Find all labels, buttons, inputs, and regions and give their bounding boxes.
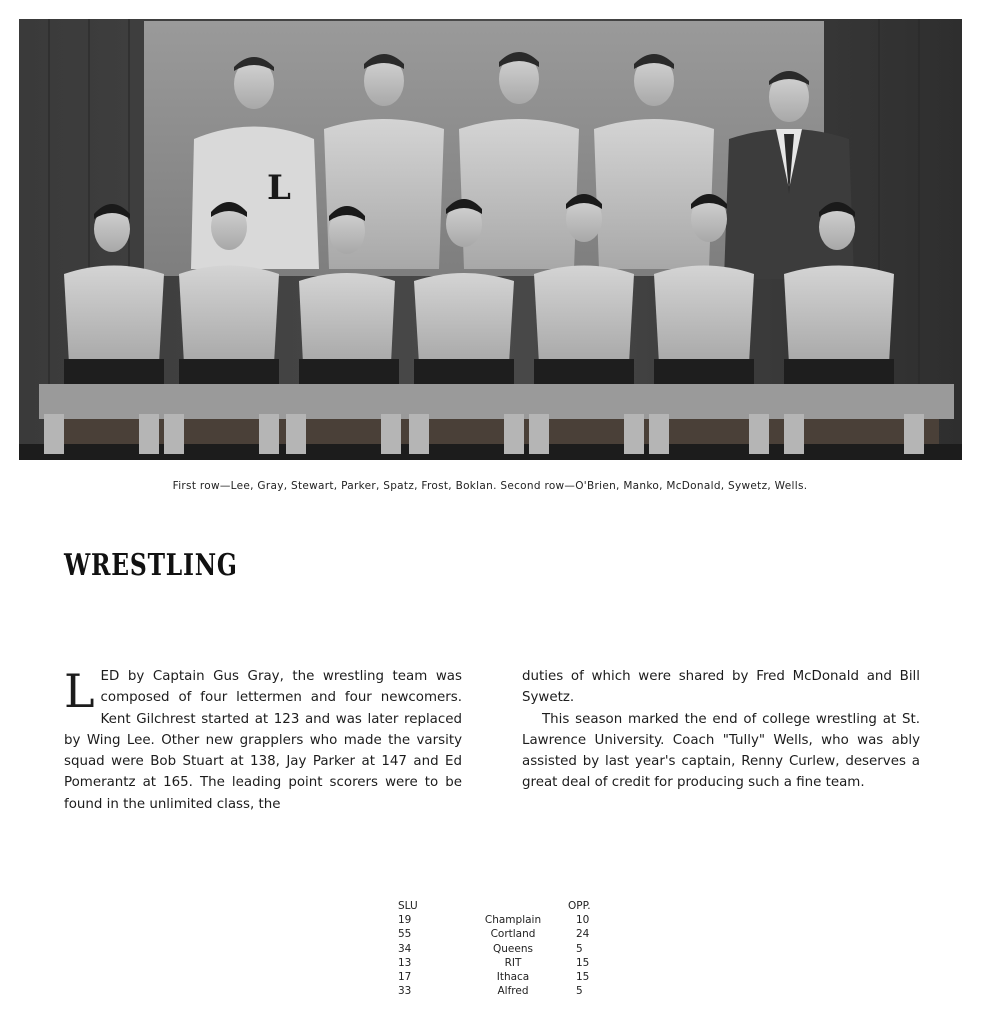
opponent-name: Cortland xyxy=(490,928,536,941)
drop-cap: L xyxy=(64,664,95,718)
team-photo-drawing xyxy=(19,19,962,460)
page-title: WRESTLING xyxy=(64,548,238,583)
score-row xyxy=(390,913,616,927)
opponent-name: Queens xyxy=(493,942,533,955)
team-photo xyxy=(19,19,962,460)
opponent-name: RIT xyxy=(504,956,522,969)
score-row xyxy=(390,927,616,941)
opp-score: 5 xyxy=(576,942,583,955)
slu-score: 19 xyxy=(398,914,412,927)
article-paragraph: duties of which were shared by Fred McDonald and Bill Sywetz. xyxy=(522,669,920,706)
opp-score: 15 xyxy=(576,971,590,984)
slu-header: SLU xyxy=(398,900,418,912)
opp-score: 15 xyxy=(576,956,590,969)
opponent-name: Ithaca xyxy=(496,971,530,984)
article-column-left xyxy=(64,666,462,815)
article-column-right xyxy=(522,666,920,794)
slu-score: 13 xyxy=(398,956,412,969)
opponent-name: Champlain xyxy=(484,914,542,927)
slu-score: 55 xyxy=(398,928,412,941)
article-text-left: ED by Captain Gus Gray, the wrestling team was composed of four lettermen and four newcomers. Kent Gilchrest started at 123 and was later replaced by Wing Lee. Other new grapplers who made the varsity squad were Bob Stuart at 138, Jay Parker at 147 and Ed Pomerantz at 165. The leading point scorers were to be found in the unlimited class, the xyxy=(64,669,462,812)
opp-score: 24 xyxy=(576,928,590,941)
score-row xyxy=(390,984,616,998)
slu-score: 33 xyxy=(398,985,412,998)
slu-score: 17 xyxy=(398,971,412,984)
opponent-name: Alfred xyxy=(497,985,529,998)
scores-header xyxy=(390,899,616,913)
score-row xyxy=(390,956,616,970)
article-paragraph: This season marked the end of college wrestling at St. Lawrence University. Coach "Tully" Wells, who was ably assisted by last year's captain, Renny Curlew, deserves a great deal of credit for producing such a fine team. xyxy=(522,711,920,791)
article-paragraph xyxy=(64,666,462,815)
opp-score: 10 xyxy=(576,914,590,927)
opp-header: OPP. xyxy=(568,900,591,912)
season-scores-table xyxy=(390,899,616,998)
slu-score: 34 xyxy=(398,942,412,955)
score-row xyxy=(390,942,616,956)
opp-score: 5 xyxy=(576,985,583,998)
score-row xyxy=(390,970,616,984)
photo-caption: First row—Lee, Gray, Stewart, Parker, Spatz, Frost, Boklan. Second row—O'Brien, Manko, McDonald, Sywetz, Wells. xyxy=(172,480,808,492)
sweater-letter: L xyxy=(267,168,291,208)
